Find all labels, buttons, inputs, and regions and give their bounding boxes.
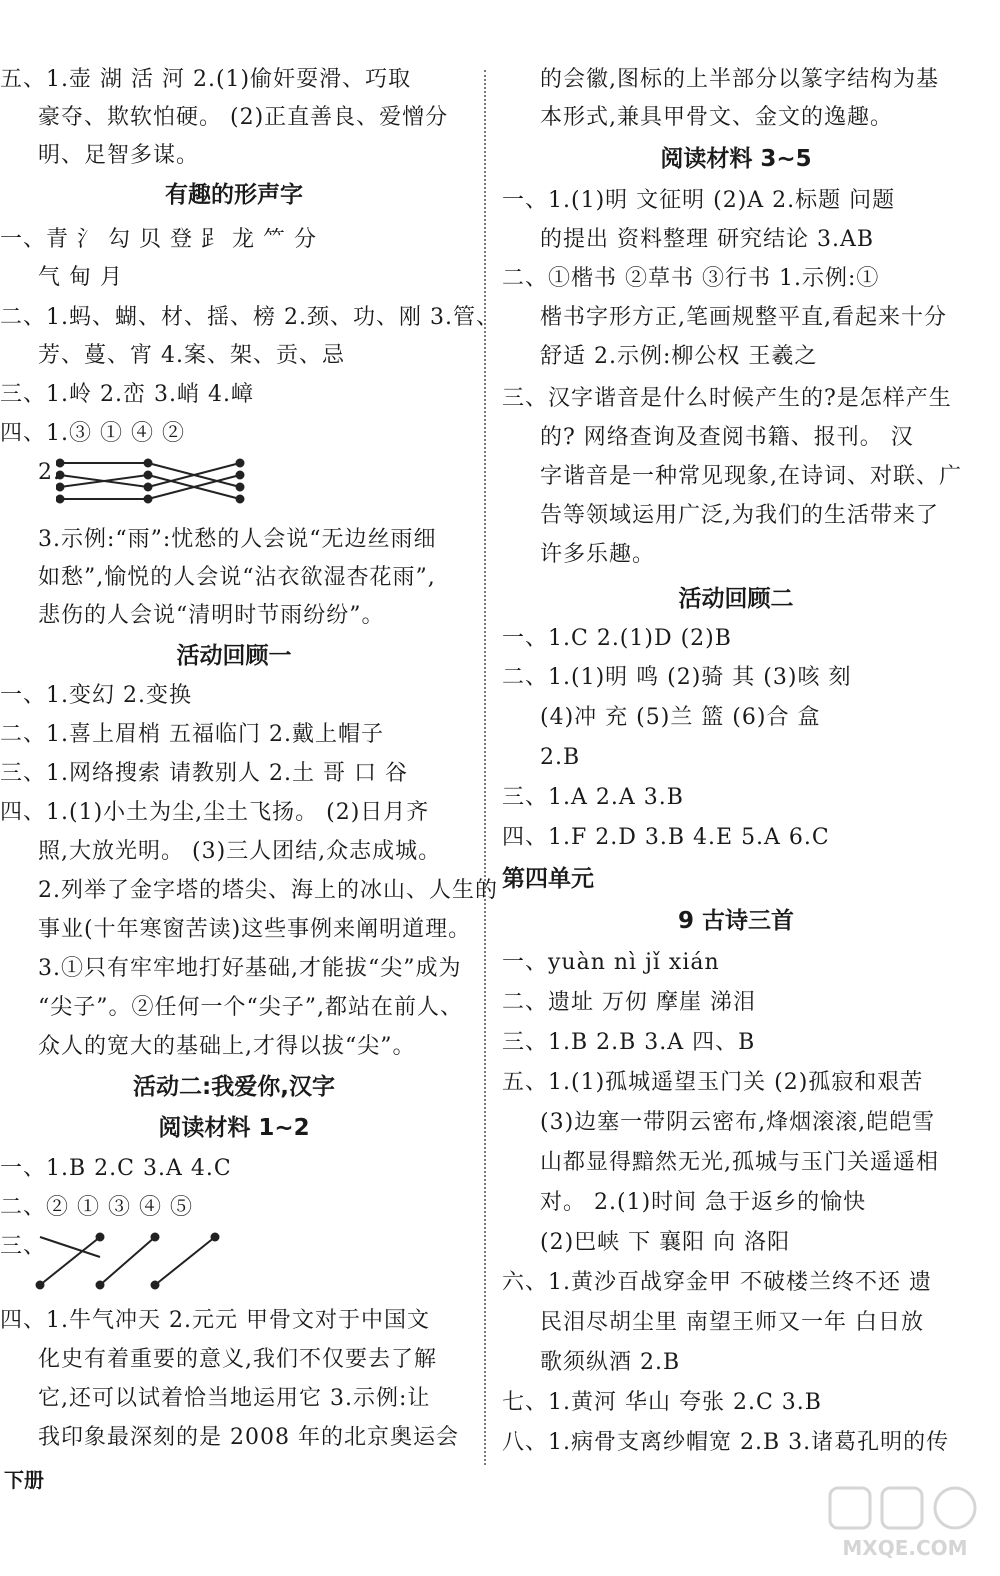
answer-line: 3.示例:“雨”:忧愁的人会说“无边丝雨细 bbox=[38, 527, 437, 552]
answer-line: 本形式,兼具甲骨文、金文的逸趣。 bbox=[540, 105, 893, 130]
answer-line: (3)边塞一带阴云密布,烽烟滚滚,皑皑雪 bbox=[540, 1110, 936, 1135]
answer-line: 一、1.C 2.(1)D (2)B bbox=[502, 626, 732, 651]
answer-line: 的会徽,图标的上半部分以篆字结构为基 bbox=[540, 67, 939, 92]
answer-line: 二、1.蚂、蝴、材、揺、榜 2.颈、功、刚 3.管、 bbox=[0, 305, 499, 330]
answer-line: 歌须纵酒 2.B bbox=[540, 1350, 681, 1375]
answer-line: 明、足智多谋。 bbox=[38, 143, 200, 168]
answer-line: 民泪尽胡尘里 南望王师又一年 白日放 bbox=[540, 1310, 924, 1335]
answer-line: 二、①楷书 ②草书 ③行书 1.示例:① bbox=[502, 266, 880, 291]
answer-line: 三、1.B 2.B 3.A 四、B bbox=[502, 1030, 756, 1055]
answer-line: (2)巴峡 下 襄阳 向 洛阳 bbox=[540, 1230, 791, 1255]
answer-line: 二、1.喜上眉梢 五福临门 2.戴上帽子 bbox=[0, 722, 384, 747]
answer-line: 许多乐趣。 bbox=[540, 542, 656, 567]
section-heading: 9 古诗三首 bbox=[677, 908, 794, 934]
answer-line: 山都显得黯然无光,孤城与玉门关遥遥相 bbox=[540, 1150, 939, 1175]
answer-line: 二、遗址 万仞 摩崖 涕泪 bbox=[502, 990, 756, 1015]
answer-line: 2.B bbox=[540, 745, 581, 770]
answer-line: 告等领域运用广泛,为我们的生活带来了 bbox=[540, 503, 939, 528]
answer-line: 楷书字形方正,笔画规整平直,看起来十分 bbox=[540, 305, 947, 330]
answer-line: 一、yuàn nì jǐ xián bbox=[502, 950, 720, 975]
watermark-text: MXQE.COM bbox=[842, 1536, 968, 1560]
answer-line: 对。 2.(1)时间 急于返乡的愉快 bbox=[540, 1190, 867, 1215]
section-heading: 活动二:我爱你,汉字 bbox=[133, 1074, 335, 1100]
section-heading: 活动回顾一 bbox=[176, 643, 292, 669]
answer-line: “尖子”。②任何一个“尖子”,都站在前人、 bbox=[38, 995, 463, 1020]
answer-line: 如愁”,愉悦的人会说“沾衣欲湿杏花雨”, bbox=[38, 565, 436, 590]
section-heading: 阅读材料 3~5 bbox=[660, 146, 812, 172]
answer-line: 四、1.牛气冲天 2.元元 甲骨文对于中国文 bbox=[0, 1308, 430, 1333]
answer-line: (4)冲 充 (5)兰 篮 (6)合 盒 bbox=[540, 705, 821, 730]
watermark-logo bbox=[820, 1480, 990, 1570]
answer-line: 字谐音是一种常见现象,在诗词、对联、广 bbox=[540, 464, 962, 489]
answer-line: 八、1.病骨支离纱帽宽 2.B 3.诸葛孔明的传 bbox=[502, 1430, 950, 1455]
answer-line: 悲伤的人会说“清明时节雨纷纷”。 bbox=[38, 603, 385, 628]
answer-line: 五、1.壶 湖 活 河 2.(1)偷奸耍滑、巧取 bbox=[0, 67, 412, 92]
answer-line: 事业(十年寒窗苦读)这些事例来阐明道理。 bbox=[38, 917, 472, 942]
answer-line: 众人的宽大的基础上,才得以拔“尖”。 bbox=[38, 1034, 416, 1059]
answer-line: 一、1.变幻 2.变换 bbox=[0, 683, 192, 708]
answer-line: 气 甸 月 bbox=[38, 265, 123, 290]
answer-line: 的? 网络查询及查阅书籍、报刊。 汉 bbox=[540, 425, 914, 450]
answer-line: 二、② ① ③ ④ ⑤ bbox=[0, 1195, 193, 1220]
section-heading: 活动回顾二 bbox=[678, 586, 794, 612]
answer-line: 四、1.(1)小土为尘,尘土飞扬。 (2)日月齐 bbox=[0, 800, 430, 825]
answer-line: 豪夺、欺软怕硬。 (2)正直善良、爱憎分 bbox=[38, 105, 449, 130]
answer-line: 它,还可以试着恰当地运用它 3.示例:让 bbox=[38, 1386, 431, 1411]
answer-line: 三、1.岭 2.峦 3.峭 4.嶂 bbox=[0, 382, 254, 407]
answer-line: 一、青 氵 勾 贝 登 𧾷 龙 ⺮ 分 bbox=[0, 227, 317, 252]
column-divider bbox=[484, 70, 486, 1465]
answer-line: 四、1.③ ① ④ ② bbox=[0, 421, 185, 446]
answer-line: 三、汉字谐音是什么时候产生的?是怎样产生 bbox=[502, 386, 952, 411]
answer-line: 舒适 2.示例:柳公权 王羲之 bbox=[540, 344, 818, 369]
answer-line: 化史有着重要的意义,我们不仅要去了解 bbox=[38, 1347, 437, 1372]
answer-line: 2.列举了金字塔的塔尖、海上的冰山、人生的 bbox=[38, 878, 498, 903]
answer-line: 一、1.B 2.C 3.A 4.C bbox=[0, 1156, 232, 1181]
answer-line: 五、1.(1)孤城遥望玉门关 (2)孤寂和艰苦 bbox=[502, 1070, 924, 1095]
volume-label: 下册 bbox=[4, 1468, 44, 1492]
answer-line: 三、 bbox=[0, 1234, 47, 1259]
section-heading: 第四单元 bbox=[502, 866, 594, 892]
answer-line: 一、1.(1)明 文征明 (2)A 2.标题 问题 bbox=[502, 188, 896, 213]
section-heading: 阅读材料 1~2 bbox=[158, 1115, 310, 1141]
answer-line: 芳、蔓、宵 4.案、架、贡、忌 bbox=[38, 343, 345, 368]
answer-line: 三、1.A 2.A 3.B bbox=[502, 785, 684, 810]
answer-line: 三、1.网络搜索 请教别人 2.土 哥 口 谷 bbox=[0, 761, 408, 786]
answer-line: 2. bbox=[38, 460, 61, 485]
answer-line: 七、1.黄河 华山 夸张 2.C 3.B bbox=[502, 1390, 822, 1415]
answer-line: 二、1.(1)明 鸣 (2)骑 其 (3)咳 刻 bbox=[502, 665, 852, 690]
matching-lines-diagram-1 bbox=[56, 457, 246, 507]
answer-line: 的提出 资料整理 研究结论 3.AB bbox=[540, 227, 875, 252]
answer-line: 六、1.黄沙百战穿金甲 不破楼兰终不还 遗 bbox=[502, 1270, 932, 1295]
answer-line: 我印象最深刻的是 2008 年的北京奥运会 bbox=[38, 1425, 459, 1450]
answer-line: 3.①只有牢牢地打好基础,才能拔“尖”成为 bbox=[38, 956, 462, 981]
answer-line: 照,大放光明。 (3)三人团结,众志成城。 bbox=[38, 839, 442, 864]
answer-line: 四、1.F 2.D 3.B 4.E 5.A 6.C bbox=[502, 825, 830, 850]
section-heading: 有趣的形声字 bbox=[165, 182, 303, 208]
matching-lines-diagram-2 bbox=[30, 1229, 230, 1293]
